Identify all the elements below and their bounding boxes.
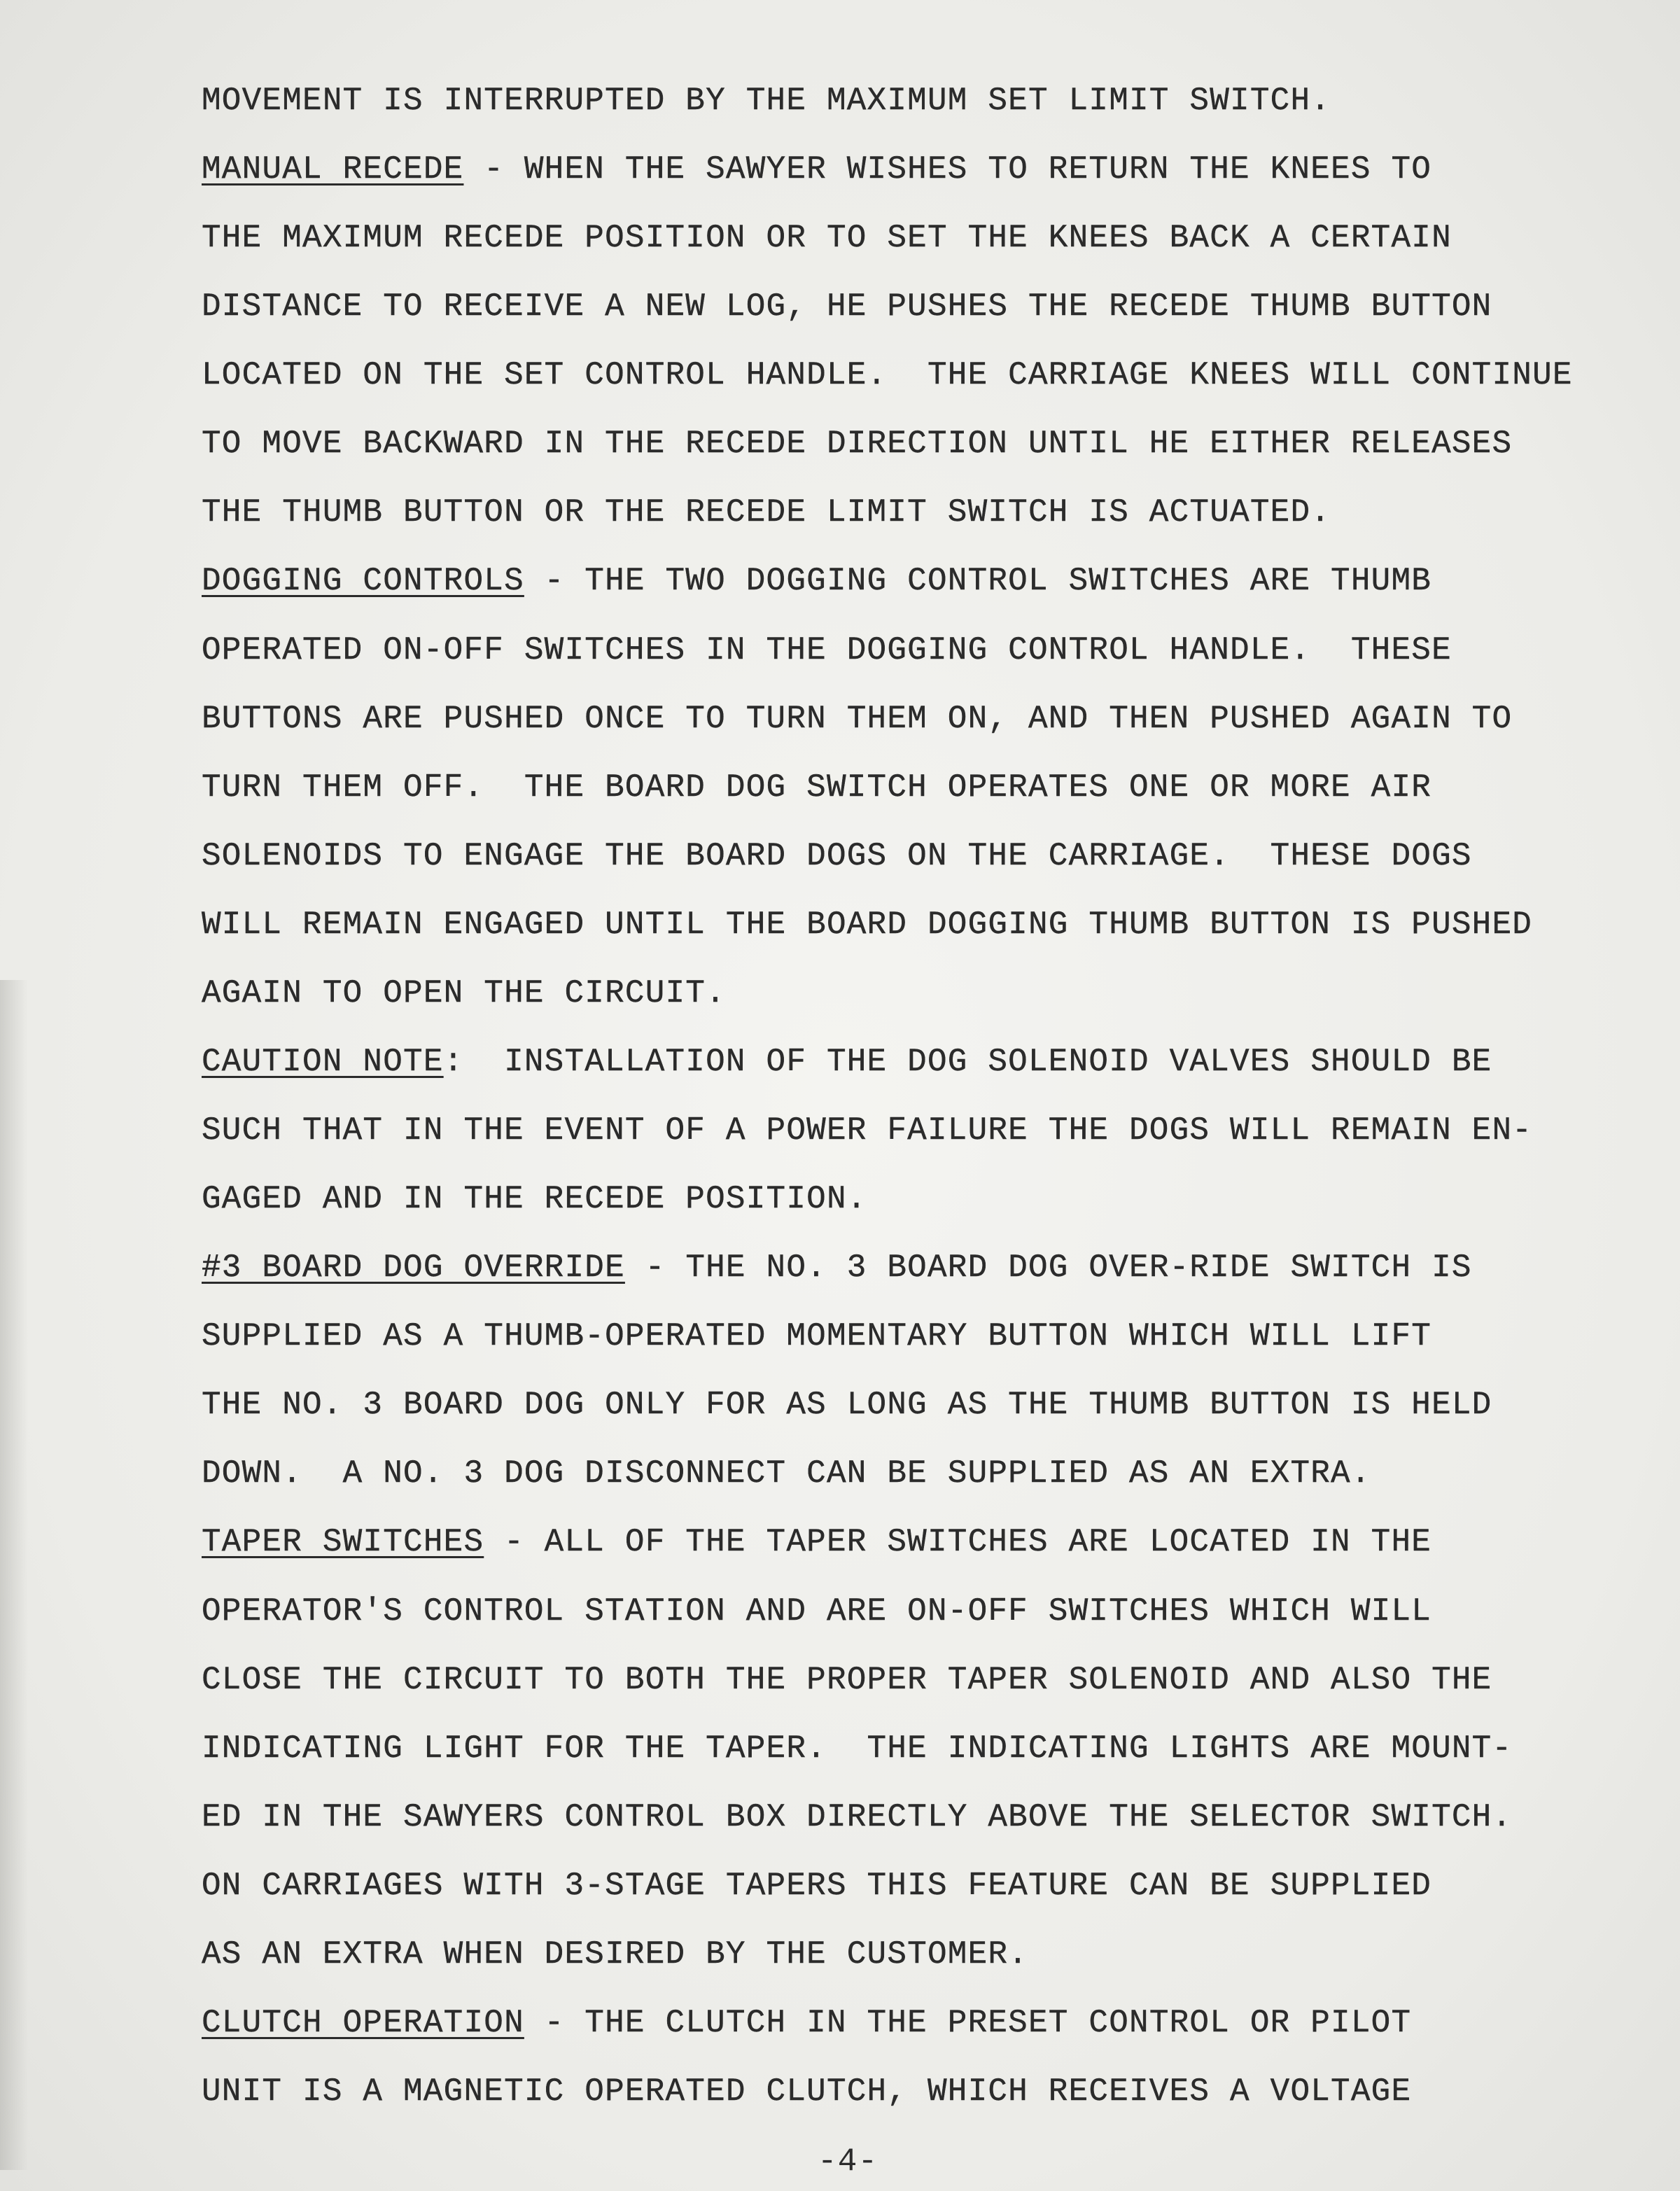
line-text: - THE TWO DOGGING CONTROL SWITCHES ARE THUMB <box>524 563 1432 600</box>
text-line <box>202 1452 1371 1494</box>
text-line <box>202 1933 1028 1975</box>
text-line <box>202 148 1432 190</box>
line-text: : INSTALLATION OF THE DOG SOLENOID VALVES SHOULD BE <box>443 1043 1492 1080</box>
line-text: SOLENOIDS TO ENGAGE THE BOARD DOGS ON THE CARRIAGE. THESE DOGS <box>202 837 1472 874</box>
text-line <box>202 354 1573 396</box>
line-text: LOCATED ON THE SET CONTROL HANDLE. THE CARRIAGE KNEES WILL CONTINUE <box>202 357 1573 394</box>
text-line <box>202 80 1331 122</box>
text-line <box>202 286 1492 328</box>
text-line <box>202 1178 867 1220</box>
text-line <box>202 1865 1432 1907</box>
text-line <box>202 1659 1492 1701</box>
text-line <box>202 1110 1532 1152</box>
section-heading: TAPER SWITCHES <box>202 1524 484 1561</box>
line-text: - THE CLUTCH IN THE PRESET CONTROL OR PILOT <box>524 2004 1412 2041</box>
line-text: DISTANCE TO RECEIVE A NEW LOG, HE PUSHES THE RECEDE THUMB BUTTON <box>202 288 1492 326</box>
line-text: OPERATOR'S CONTROL STATION AND ARE ON-OFF SWITCHES WHICH WILL <box>202 1592 1432 1630</box>
line-text: SUPPLIED AS A THUMB-OPERATED MOMENTARY BUTTON WHICH WILL LIFT <box>202 1318 1432 1355</box>
text-line <box>202 698 1512 740</box>
line-text: - ALL OF THE TAPER SWITCHES ARE LOCATED IN THE <box>484 1524 1432 1561</box>
text-line <box>202 835 1472 877</box>
text-line <box>202 423 1512 465</box>
page-number: -4- <box>818 2143 878 2180</box>
text-line <box>202 1521 1432 1563</box>
line-text: TURN THEM OFF. THE BOARD DOG SWITCH OPERATES ONE OR MORE AIR <box>202 769 1432 806</box>
text-line <box>202 766 1432 808</box>
text-line <box>202 904 1532 946</box>
line-text: - THE NO. 3 BOARD DOG OVER-RIDE SWITCH IS <box>624 1250 1472 1287</box>
text-line <box>202 560 1432 602</box>
line-text: TO MOVE BACKWARD IN THE RECEDE DIRECTION UNTIL HE EITHER RELEASES <box>202 426 1513 463</box>
line-text: - WHEN THE SAWYER WISHES TO RETURN THE KNEES TO <box>463 151 1432 188</box>
text-line <box>202 2071 1411 2113</box>
line-text: WILL REMAIN ENGAGED UNTIL THE BOARD DOGGING THUMB BUTTON IS PUSHED <box>202 906 1533 943</box>
line-text: THE MAXIMUM RECEDE POSITION OR TO SET THE KNEES BACK A CERTAIN <box>202 220 1452 257</box>
line-text: GAGED AND IN THE RECEDE POSITION. <box>202 1181 867 1218</box>
line-text: BUTTONS ARE PUSHED ONCE TO TURN THEM ON, AND THEN PUSHED AGAIN TO <box>202 700 1513 737</box>
text-line <box>202 1796 1512 1838</box>
text-line <box>202 1590 1432 1632</box>
text-line <box>202 2002 1411 2044</box>
line-text: SUCH THAT IN THE EVENT OF A POWER FAILURE THE DOGS WILL REMAIN EN- <box>202 1112 1533 1149</box>
line-text: DOWN. A NO. 3 DOG DISCONNECT CAN BE SUPPLIED AS AN EXTRA. <box>202 1455 1371 1492</box>
text-line <box>202 1041 1492 1083</box>
text-line <box>202 629 1452 671</box>
line-text: ED IN THE SAWYERS CONTROL BOX DIRECTLY ABOVE THE SELECTOR SWITCH. <box>202 1798 1513 1835</box>
line-text: UNIT IS A MAGNETIC OPERATED CLUTCH, WHICH RECEIVES A VOLTAGE <box>202 2073 1412 2110</box>
line-text: CLOSE THE CIRCUIT TO BOTH THE PROPER TAPER SOLENOID AND ALSO THE <box>202 1661 1492 1698</box>
text-line <box>202 1315 1432 1357</box>
line-text: THE NO. 3 BOARD DOG ONLY FOR AS LONG AS THE THUMB BUTTON IS HELD <box>202 1387 1492 1424</box>
line-text: OPERATED ON-OFF SWITCHES IN THE DOGGING CONTROL HANDLE. THESE <box>202 631 1452 668</box>
paper-edge-shadow <box>0 980 28 2170</box>
line-text: MOVEMENT IS INTERRUPTED BY THE MAXIMUM SET LIMIT SWITCH. <box>202 83 1331 119</box>
section-heading: #3 BOARD DOG OVERRIDE <box>202 1250 625 1287</box>
line-text: AGAIN TO OPEN THE CIRCUIT. <box>202 974 726 1011</box>
text-line <box>202 1247 1472 1289</box>
text-line <box>202 1728 1512 1770</box>
text-line <box>202 972 726 1014</box>
line-text: ON CARRIAGES WITH 3-STAGE TAPERS THIS FEATURE CAN BE SUPPLIED <box>202 1867 1432 1904</box>
section-heading: DOGGING CONTROLS <box>202 563 524 600</box>
line-text: THE THUMB BUTTON OR THE RECEDE LIMIT SWITCH IS ACTUATED. <box>202 494 1331 531</box>
line-text: INDICATING LIGHT FOR THE TAPER. THE INDICATING LIGHTS ARE MOUNT- <box>202 1730 1513 1767</box>
text-line <box>202 217 1452 259</box>
section-heading: MANUAL RECEDE <box>202 151 464 188</box>
section-heading: CLUTCH OPERATION <box>202 2004 524 2041</box>
section-heading: CAUTION NOTE <box>202 1043 444 1080</box>
line-text: AS AN EXTRA WHEN DESIRED BY THE CUSTOMER. <box>202 1935 1028 1973</box>
text-line <box>202 491 1331 533</box>
text-line <box>202 1384 1492 1426</box>
